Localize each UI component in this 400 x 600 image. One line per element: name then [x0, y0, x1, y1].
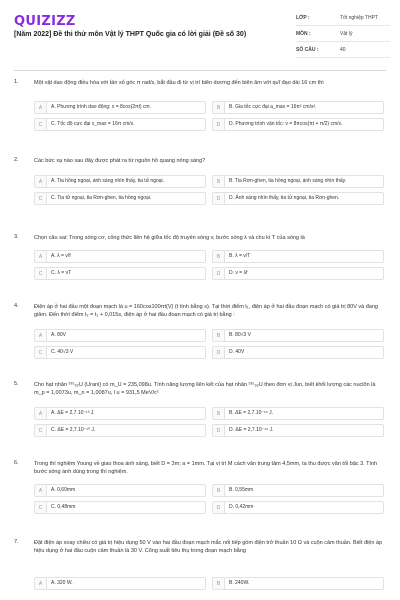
meta-row-count [296, 42, 390, 58]
answer-options [34, 175, 384, 205]
answer-options [34, 101, 384, 131]
question-number: 5. [14, 381, 19, 387]
option-letter: A [35, 330, 47, 341]
option-text: B. Tia Rơn-ghen, tia hồng ngoại, ánh sáng nhìn thấy. [229, 178, 347, 185]
answer-options [34, 484, 384, 514]
worksheet-title: [Năm 2022] Đề thi thử môn Vật lý THPT Quốc gia có lời giải (Đề số 30) [14, 31, 247, 38]
option-letter: C [35, 193, 47, 204]
option-letter: B [213, 330, 225, 341]
option-letter: A [35, 176, 47, 187]
option-text: D. Ánh sáng nhìn thấy, tia tử ngoại, tia Rơn-ghen. [229, 195, 340, 202]
option-text: D. ΔE = 2,7.10⁻¹⁹ J. [229, 427, 274, 434]
option-a[interactable] [34, 577, 206, 590]
option-text: C. 40√3 V [51, 349, 74, 356]
option-b[interactable] [212, 407, 384, 420]
option-b[interactable] [212, 577, 384, 590]
answer-options [34, 329, 384, 359]
question-number: 1. [14, 79, 19, 85]
meta-value: 40 [340, 46, 346, 53]
question-text: Đặt điện áp xoay chiều có giá trị hiệu dụng 50 V vào hai đầu đoạn mạch mắc nối tiếp gồm điện trở thuần 10 Ω và cuộn cảm thuần. Biết điện áp hiệu dụng ở hai đầu cuộn cảm thuần là 30 V. Công suất tiêu thụ trong đoạn mạch bằng [34, 540, 383, 554]
option-text: B. 240W. [229, 580, 250, 587]
option-text: A. 80V [51, 332, 67, 339]
option-text: D. v = λf [229, 270, 248, 277]
option-a[interactable] [34, 329, 206, 342]
option-text: C. Tia tử ngoại, tia Rơn-ghen, tia hồng ngoại. [51, 195, 152, 202]
option-a[interactable] [34, 484, 206, 497]
option-text: A. λ = v/f [51, 253, 71, 260]
option-a[interactable] [34, 175, 206, 188]
option-letter: D [213, 425, 225, 436]
question-text: Các bức xạ nào sau đây được phát ra từ nguồn hồ quang nóng sáng? [34, 158, 206, 164]
option-letter: B [213, 176, 225, 187]
option-letter: B [213, 485, 225, 496]
meta-value: Tốt nghiệp THPT [340, 14, 378, 21]
option-text: A. Phương trình dao động: x = 8cos(2πt) cm. [51, 104, 151, 111]
worksheet-header [0, 0, 400, 70]
meta-row-class [296, 10, 390, 26]
option-b[interactable] [212, 329, 384, 342]
worksheet-meta [296, 10, 390, 58]
option-c[interactable] [34, 424, 206, 437]
option-letter: D [213, 268, 225, 279]
option-d[interactable] [212, 267, 384, 280]
option-text: B. ΔE = 2,7.10⁻¹⁶ J. [229, 410, 274, 417]
option-letter: C [35, 425, 47, 436]
header-divider [14, 70, 386, 71]
option-a[interactable] [34, 101, 206, 114]
option-letter: D [213, 347, 225, 358]
option-text: B. 0,55mm [229, 487, 254, 494]
option-b[interactable] [212, 101, 384, 114]
question-number: 7. [14, 539, 19, 545]
option-d[interactable] [212, 192, 384, 205]
option-text: C. λ = vT [51, 270, 72, 277]
option-letter: A [35, 485, 47, 496]
option-letter: B [213, 102, 225, 113]
option-c[interactable] [34, 267, 206, 280]
option-text: C. ΔE = 2,7.10⁻¹⁰ J. [51, 427, 96, 434]
option-text: B. 80√3 V [229, 332, 251, 339]
quizizz-logo: QUIZIZZ [14, 14, 76, 29]
option-c[interactable] [34, 192, 206, 205]
question-text: Điện áp ở hai đầu một đoạn mạch là u = 160cos100πt(V) (t tính bằng s). Tại thời điểm t₁, điện áp ở hai đầu đoạn mạch có giá trị 80V và đang giảm. Đến thời điểm t₂ = t₁ + 0,015s, điện áp ở hai đầu đoạn mạch có giá trị bằng : [34, 304, 378, 318]
answer-options [34, 407, 384, 437]
meta-label: SỐ CÂU : [296, 46, 319, 53]
option-a[interactable] [34, 407, 206, 420]
option-letter: A [35, 251, 47, 262]
option-text: D. Phương trình vận tốc: v = 8πcos(πt + π/2) cm/s. [229, 121, 343, 128]
option-text: D. 40V [229, 349, 245, 356]
option-letter: A [35, 102, 47, 113]
option-letter: D [213, 119, 225, 130]
option-b[interactable] [212, 175, 384, 188]
question-text: Một vật dao động điều hòa với tần số góc π rad/s, bắt đầu đi từ vị trí biên dương đến biên âm với quĩ đạo dài 16 cm thì [34, 80, 324, 86]
option-text: A. 0,60mm [51, 487, 76, 494]
meta-row-subject [296, 26, 390, 42]
question-number: 3. [14, 234, 19, 240]
option-letter: C [35, 268, 47, 279]
option-letter: B [213, 408, 225, 419]
option-letter: A [35, 578, 47, 589]
meta-label: LỚP : [296, 14, 310, 21]
question-text: Chọn câu sai: Trong sóng cơ, công thức liên hệ giữa tốc độ truyền sóng v, bước sóng λ và chu kì T của sóng là [34, 235, 305, 241]
option-d[interactable] [212, 501, 384, 514]
question-number: 2. [14, 157, 19, 163]
option-letter: A [35, 408, 47, 419]
option-letter: C [35, 119, 47, 130]
option-c[interactable] [34, 346, 206, 359]
meta-label: MÔN : [296, 30, 311, 37]
option-c[interactable] [34, 501, 206, 514]
option-text: C. 0,48mm [51, 504, 76, 511]
question-number: 4. [14, 303, 19, 309]
option-text: C. Tốc độ cực đại v_max = 16π cm/s. [51, 121, 135, 128]
option-text: D. 0,42mm [229, 504, 254, 511]
option-a[interactable] [34, 250, 206, 263]
option-text: B. Gia tốc cực đại a_max = 16π² cm/s². [229, 104, 317, 111]
option-letter: C [35, 347, 47, 358]
option-letter: C [35, 502, 47, 513]
option-b[interactable] [212, 250, 384, 263]
option-b[interactable] [212, 484, 384, 497]
meta-value: Vật lý [340, 30, 353, 37]
question-number: 6. [14, 460, 19, 466]
question-text: Trong thí nghiệm Young về giao thoa ánh sáng, biết D = 3m; a = 1mm. Tại vị trí M cách vân trung tâm 4,5mm, ta thu được vân tối bậc 3. Tính bước sóng ánh dùng trong thí nghiệm. [34, 461, 378, 475]
option-letter: D [213, 193, 225, 204]
option-letter: B [213, 251, 225, 262]
answer-options [34, 577, 384, 590]
option-text: A. ΔE = 2,7.10⁻¹³ J. [51, 410, 95, 417]
option-d[interactable] [212, 346, 384, 359]
option-d[interactable] [212, 118, 384, 131]
option-text: A. Tia hồng ngoại, ánh sáng nhìn thấy, tia tử ngoại. [51, 178, 165, 185]
option-c[interactable] [34, 118, 206, 131]
option-d[interactable] [212, 424, 384, 437]
option-text: A. 320 W. [51, 580, 73, 587]
option-text: B. λ = v/T [229, 253, 251, 260]
option-letter: B [213, 578, 225, 589]
option-letter: D [213, 502, 225, 513]
question-text: Cho hạt nhân ²³⁵₉₂U (Urani) có m_U = 235,098u. Tính năng lượng liên kết của hạt nhân ²³⁵₉₂U theo đơn vị Jun, biết khối lượng các nuclôn là m_p = 1,0073u, m_n = 1,0087u, l u = 931,5 MeV/c² [34, 382, 376, 396]
answer-options [34, 250, 384, 280]
